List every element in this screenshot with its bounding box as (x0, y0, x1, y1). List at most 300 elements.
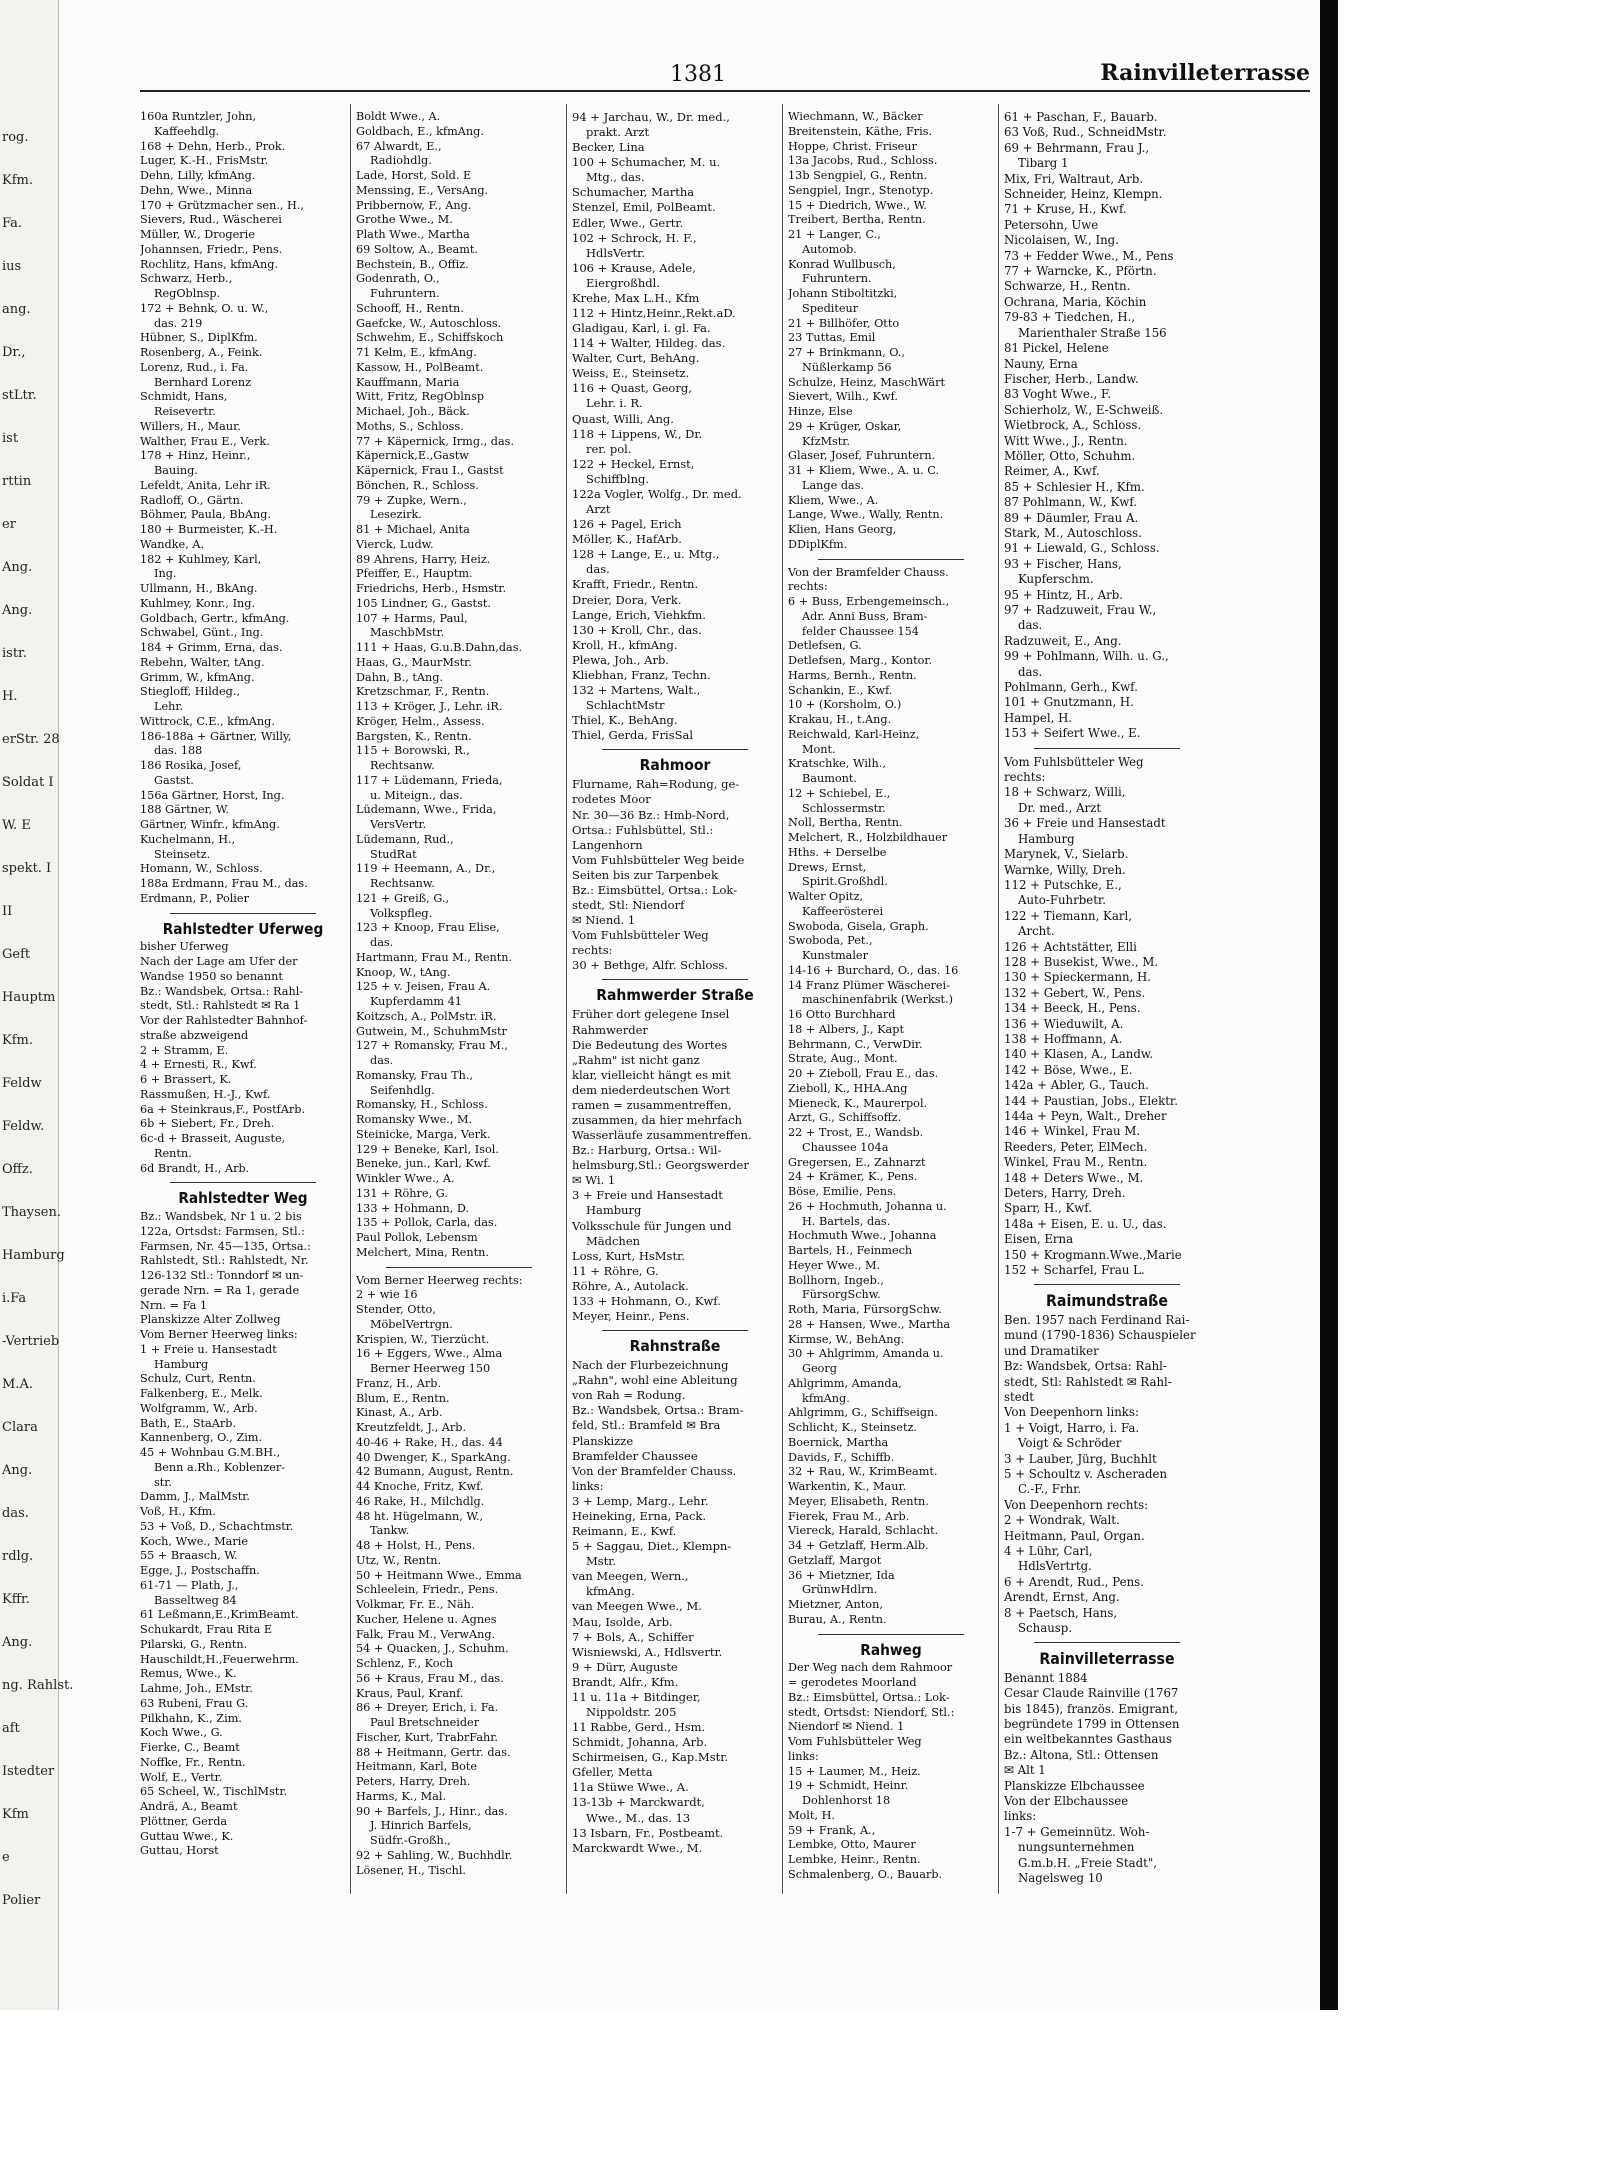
directory-entry: 3 + Lemp, Marg., Lehr. (572, 1493, 709, 1508)
directory-entry: Bartels, H., Feinmech (788, 1244, 913, 1257)
directory-entry: das. 188 (154, 744, 203, 758)
directory-entry: 89 Ahrens, Harry, Heiz. (356, 552, 491, 566)
directory-entry: rechts: (572, 943, 613, 958)
directory-entry: Warkentin, K., Maur. (788, 1480, 907, 1493)
directory-entry: ✉ Wi. 1 (572, 1173, 616, 1188)
directory-entry: 131 + Röhre, G. (356, 1186, 448, 1200)
column-2 (356, 110, 562, 1878)
directory-entry: 10 + (Korsholm, O.) (788, 698, 902, 712)
directory-entry: Meyer, Heinr., Pens. (572, 1309, 690, 1324)
directory-entry: Klien, Hans Georg, (788, 523, 897, 536)
section-divider (602, 749, 748, 750)
directory-entry: Radloff, O., Gärtn. (140, 493, 244, 507)
directory-entry: Hartmann, Frau M., Rentn. (356, 950, 513, 964)
directory-entry: 146 + Winkel, Frau M. (1004, 1124, 1141, 1139)
directory-entry: 73 + Fedder Wwe., M., Pens (1004, 248, 1174, 263)
directory-entry: 6d Brandt, H., Arb. (140, 1161, 250, 1175)
directory-entry: 168 + Dehn, Herb., Prok. (140, 139, 286, 153)
directory-entry: Arzt, G., Schiffsoffz. (788, 1111, 902, 1125)
directory-entry: Noffke, Fr., Rentn. (140, 1755, 246, 1769)
directory-entry: Schlossermstr. (802, 801, 886, 815)
directory-entry: Schirmeisen, G., Kap.Mstr. (572, 1750, 729, 1765)
directory-entry: Romansky, H., Schloss. (356, 1098, 488, 1112)
directory-entry: 172 + Behnk, O. u. W., (140, 301, 269, 315)
directory-entry: Automob. (802, 242, 857, 256)
directory-entry: Bz.: Wandsbek, Ortsa.: Rahl- (140, 984, 304, 998)
column-3 (572, 110, 778, 1856)
directory-entry: Berner Heerweg 150 (370, 1362, 491, 1375)
directory-entry: Swoboda, Gisela, Graph. (788, 919, 929, 933)
directory-entry: Wisniewski, A., Hdlsvertr. (572, 1644, 723, 1659)
directory-entry: Meyer, Elisabeth, Rentn. (788, 1494, 929, 1508)
directory-entry: straße abzweigend (140, 1028, 249, 1042)
directory-entry: Fischer, Kurt, TrabrFahr. (356, 1730, 499, 1744)
directory-entry: Krafft, Friedr., Rentn. (572, 577, 699, 592)
directory-entry: Boldt Wwe., A. (356, 110, 441, 123)
directory-entry: 180 + Burmeister, K.-H. (140, 523, 278, 536)
directory-entry: Seifenhdlg. (370, 1083, 435, 1097)
directory-entry: Lembke, Heinr., Rentn. (788, 1853, 921, 1866)
directory-entry: str. (154, 1475, 173, 1489)
directory-entry: Gladigau, Karl, i. gl. Fa. (572, 321, 711, 336)
gutter-text: II (2, 904, 13, 919)
gutter-text: rttin (2, 474, 32, 489)
directory-entry: Rosenberg, A., Feink. (140, 346, 263, 359)
directory-entry: Bz.: Wandsbek, Nr 1 u. 2 bis (140, 1210, 302, 1223)
section-divider (170, 1182, 316, 1183)
directory-entry: Detlefsen, Marg., Kontor. (788, 654, 933, 667)
directory-entry: Stiegloff, Hildeg., (140, 685, 241, 699)
directory-entry: Vom Fuhlsbütteler Weg (788, 1735, 922, 1748)
directory-entry: stedt, Stl: Niendorf (572, 897, 685, 912)
directory-entry: Lange das. (802, 478, 865, 492)
column-rule (998, 104, 999, 1894)
directory-entry: Heyer Wwe., M. (788, 1258, 881, 1272)
directory-entry: Der Weg nach dem Rahmoor (788, 1661, 953, 1675)
gutter-text: erStr. 28 (2, 732, 60, 747)
directory-entry: bis 1845), französ. Emigrant, (1004, 1701, 1178, 1716)
directory-entry: Kaffeehdlg. (154, 124, 220, 138)
directory-entry: zusammen, da hier mehrfach (572, 1113, 743, 1127)
directory-entry: 125 + v. Jeisen, Frau A. (356, 980, 491, 994)
directory-entry: 95 + Hintz, H., Arb. (1004, 587, 1124, 602)
directory-entry: Rechtsanw. (370, 877, 435, 890)
directory-entry: 142 + Böse, Wwe., E. (1004, 1062, 1133, 1077)
directory-entry: 77 + Käpernick, Irmg., das. (356, 434, 515, 448)
directory-entry: Kliebhan, Franz, Techn. (572, 667, 711, 682)
directory-entry: Pribbernow, F., Ang. (356, 198, 472, 212)
directory-entry: 122a Vogler, Wolfg., Dr. med. (572, 486, 742, 501)
directory-entry: 182 + Kuhlmey, Karl, (140, 552, 262, 566)
directory-entry: Lüdemann, Rud., (356, 832, 454, 846)
directory-entry: Warnke, Willy, Dreh. (1004, 862, 1126, 877)
directory-entry: Krakau, H., t.Ang. (788, 713, 892, 726)
directory-entry: Quast, Willi, Ang. (572, 411, 674, 426)
directory-entry: Beneke, jun., Karl, Kwf. (356, 1157, 491, 1171)
gutter-text: Feldw (2, 1076, 42, 1091)
directory-entry: Nippoldstr. 205 (586, 1704, 677, 1719)
directory-entry: 112 + Putschke, E., (1004, 877, 1122, 892)
directory-entry: Paul Bretschneider (370, 1716, 480, 1729)
directory-entry: 79-83 + Tiedchen, H., (1004, 310, 1136, 325)
gutter-text: W. E (2, 818, 31, 833)
directory-entry: kfmAng. (586, 1584, 635, 1599)
directory-entry: Getzlaff, Margot (788, 1553, 882, 1567)
directory-entry: Planskizze Elbchaussee (1004, 1778, 1145, 1793)
directory-entry: Schiffblng. (586, 471, 650, 486)
gutter-text: Hauptm (2, 990, 56, 1005)
directory-entry: 90 + Barfels, J., Hinr., das. (356, 1804, 508, 1818)
directory-entry: 13 Isbarn, Fr., Postbeamt. (572, 1825, 724, 1840)
directory-entry: 11a Stüwe Wwe., A. (572, 1780, 689, 1795)
directory-entry: H. Bartels, das. (802, 1214, 891, 1228)
directory-entry: GrünwHdlrn. (802, 1583, 878, 1597)
directory-entry: u. Miteign., das. (370, 788, 463, 802)
directory-entry: 40-46 + Rake, H., das. 44 (356, 1435, 503, 1449)
page-header (140, 58, 1310, 92)
directory-entry: 69 + Behrmann, Frau J., (1004, 140, 1150, 155)
directory-entry: Bz.: Eimsbüttel, Ortsa.: Lok- (788, 1690, 950, 1704)
directory-entry: Schwarze, H., Rentn. (1004, 279, 1131, 294)
directory-entry: Reeders, Peter, ElMech. (1004, 1139, 1148, 1154)
street-heading: Rahweg (860, 1640, 922, 1659)
directory-entry: 61 Leßmann,E.,KrimBeamt. (140, 1608, 299, 1622)
directory-entry: Lüdemann, Wwe., Frida, (356, 803, 497, 817)
directory-entry: 86 + Dreyer, Erich, i. Fa. (356, 1701, 499, 1715)
directory-entry: Nagelsweg 10 (1018, 1871, 1103, 1886)
directory-entry: 59 + Frank, A., (788, 1823, 876, 1837)
directory-entry: Walter Opitz, (788, 890, 864, 903)
directory-entry: 1-7 + Gemeinnütz. Woh- (1004, 1824, 1150, 1839)
gutter-text: Kffr. (2, 1592, 30, 1607)
directory-entry: Utz, W., Rentn. (356, 1553, 442, 1567)
gutter-text: Ang. (2, 1635, 33, 1650)
directory-entry: Auto-Fuhrbetr. (1018, 893, 1106, 908)
gutter-text: Istedter (2, 1764, 55, 1779)
directory-entry: Arendt, Ernst, Ang. (1004, 1590, 1120, 1605)
directory-entry: Thiel, Gerda, FrisSal (572, 728, 694, 743)
directory-entry: Südfr.-Großh., (370, 1834, 451, 1847)
directory-entry: „Rahm" ist nicht ganz (572, 1052, 700, 1067)
directory-entry: Sievers, Rud., Wäscherei (140, 213, 282, 227)
gutter-text: Offz. (2, 1162, 33, 1177)
directory-entry: 6a + Steinkraus,F., PostfArb. (140, 1102, 306, 1116)
directory-entry: „Rahn", wohl eine Ableitung (572, 1373, 738, 1388)
directory-entry: 44 Knoche, Fritz, Kwf. (356, 1480, 484, 1493)
directory-entry: 54 + Quacken, J., Schuhm. (356, 1642, 509, 1656)
directory-entry: Schwehm, E., Schiffskoch (356, 331, 504, 345)
directory-entry: Von der Bramfelder Chauss. (572, 1463, 737, 1478)
directory-entry: Volkspfleg. (370, 906, 433, 920)
directory-entry: Gregersen, E., Zahnarzt (788, 1155, 926, 1169)
directory-entry: 15 + Diedrich, Wwe., W. (788, 198, 927, 212)
gutter-text: Geft (2, 947, 31, 962)
directory-entry: 186-188a + Gärtner, Willy, (140, 729, 292, 743)
directory-entry: 148a + Eisen, E. u. U., das. (1004, 1216, 1167, 1231)
directory-entry: Lange, Erich, Viehkfm. (572, 607, 706, 622)
directory-entry: Dohlenhorst 18 (802, 1794, 891, 1807)
directory-entry: Rassmußen, H.-J., Kwf. (140, 1087, 271, 1101)
directory-entry: 170 + Grützmacher sen., H., (140, 198, 305, 212)
directory-entry: Homann, W., Schloss. (140, 862, 263, 876)
directory-entry: Krispien, W., Tierzücht. (356, 1332, 490, 1346)
directory-entry: 119 + Heemann, A., Dr., (356, 862, 496, 876)
directory-entry: Behrmann, C., VerwDir. (788, 1037, 923, 1051)
directory-entry: Vom Berner Heerweg rechts: (356, 1273, 523, 1287)
directory-entry: KfzMstr. (802, 434, 851, 448)
directory-entry: Kassow, H., PolBeamt. (356, 360, 484, 374)
directory-entry: Lange, Wwe., Wally, Rentn. (788, 508, 944, 522)
directory-entry: Chaussee 104a (802, 1140, 889, 1154)
directory-entry: 126-132 Stl.: Tonndorf ✉ un- (140, 1269, 304, 1282)
directory-entry: Koch Wwe., G. (140, 1726, 223, 1740)
gutter-text: e (2, 1850, 10, 1865)
section-divider (818, 559, 964, 560)
directory-entry: C.-F., Frhr. (1018, 1482, 1082, 1497)
directory-entry: Nach der Flurbezeichnung (572, 1358, 729, 1373)
directory-entry: 79 + Zupke, Wern., (356, 493, 467, 507)
directory-entry: Rochlitz, Hans, kfmAng. (140, 257, 279, 271)
directory-entry: rechts: (1004, 770, 1046, 785)
column-rule (782, 104, 783, 1894)
directory-entry: 12 + Schiebel, E., (788, 786, 891, 800)
directory-entry: Cesar Claude Rainville (1767 (1004, 1686, 1179, 1701)
directory-entry: Georg (802, 1362, 837, 1375)
directory-entry: 100 + Schumacher, M. u. (572, 155, 721, 170)
directory-entry: 121 + Greiß, G., (356, 891, 450, 905)
directory-entry: Rechtsanw. (370, 759, 435, 772)
directory-entry: 48 + Holst, H., Pens. (356, 1539, 476, 1552)
directory-entry: Bönchen, R., Schloss. (356, 478, 479, 492)
directory-entry: Sievert, Wilh., Kwf. (788, 390, 898, 404)
directory-entry: Bechstein, B., Offiz. (356, 257, 469, 271)
directory-entry: Mädchen (586, 1233, 641, 1248)
directory-entry: Michael, Joh., Bäck. (356, 405, 470, 418)
directory-entry: Burau, A., Rentn. (788, 1612, 887, 1626)
directory-entry: Stark, M., Autoschloss. (1004, 525, 1142, 540)
section-divider (1034, 1642, 1180, 1643)
directory-entry: Marienthaler Straße 156 (1018, 325, 1167, 340)
directory-entry: 140 + Klasen, A., Landw. (1004, 1047, 1154, 1062)
directory-entry: 188a Erdmann, Frau M., das. (140, 877, 308, 890)
directory-entry: Lade, Horst, Sold. E (356, 169, 472, 182)
directory-entry: Plath Wwe., Martha (356, 228, 470, 241)
directory-entry: 99 + Pohlmann, Wilh. u. G., (1004, 649, 1169, 664)
directory-entry: 184 + Grimm, Erna, das. (140, 641, 283, 654)
directory-entry: 16 + Eggers, Wwe., Alma (356, 1347, 503, 1361)
directory-entry: 2 + Stramm, E. (140, 1043, 229, 1057)
directory-entry: Boernick, Martha (788, 1435, 889, 1449)
gutter-text: das. (2, 1506, 29, 1521)
directory-entry: 71 + Kruse, H., Kwf. (1004, 202, 1127, 217)
directory-entry: Benannt 1884 (1004, 1670, 1088, 1685)
directory-entry: 148 + Deters Wwe., M. (1004, 1170, 1144, 1185)
directory-entry: Paul Pollok, Lebensm (356, 1231, 478, 1244)
directory-entry: kfmAng. (802, 1391, 850, 1405)
directory-entry: 126 + Achtstätter, Elli (1004, 939, 1137, 954)
street-heading: Rahlstedter Uferweg (162, 919, 324, 938)
directory-entry: Flurname, Rah=Rodung, ge- (572, 777, 740, 792)
directory-entry: 13-13b + Marckwardt, (572, 1795, 705, 1810)
gutter-text: er (2, 517, 16, 532)
directory-entry: 111 + Haas, G.u.B.Dahn,das. (356, 641, 523, 654)
directory-entry: Wandse 1950 so benannt (140, 969, 283, 983)
directory-entry: 7 + Bols, A., Schiffer (572, 1629, 694, 1644)
directory-entry: Rebehn, Walter, tAng. (140, 655, 265, 669)
directory-entry: 69 Soltow, A., Beamt. (356, 242, 478, 256)
directory-entry: 6c-d + Brasseit, Auguste, (140, 1132, 286, 1145)
directory-entry: Kupferschm. (1018, 572, 1094, 587)
directory-entry: Schmidt, Hans, (140, 390, 228, 404)
directory-entry: 4 + Lühr, Carl, (1004, 1543, 1093, 1558)
directory-entry: Grimm, W., kfmAng. (140, 670, 255, 684)
directory-entry: ✉ Alt 1 (1004, 1763, 1046, 1778)
directory-entry: 153 + Seifert Wwe., E. (1004, 726, 1141, 741)
gutter-text: Ang. (2, 1463, 33, 1478)
directory-entry: klar, vielleicht hängt es mit (572, 1067, 731, 1082)
directory-entry: Böse, Emilie, Pens. (788, 1185, 897, 1198)
directory-entry: und Dramatiker (1004, 1343, 1099, 1358)
directory-entry: Kirmse, W., BehAng. (788, 1332, 905, 1346)
directory-entry: Kuchelmann, H., (140, 832, 236, 846)
directory-entry: maschinenfabrik (Werkst.) (802, 993, 954, 1007)
directory-entry: Reichwald, Karl-Heinz, (788, 727, 920, 741)
directory-entry: Mieneck, K., Maurerpol. (788, 1096, 928, 1110)
directory-entry: Guttau Wwe., K. (140, 1829, 234, 1843)
directory-entry: Mix, Fri, Waltraut, Arb. (1004, 171, 1144, 186)
directory-entry: Nicolaisen, W., Ing. (1004, 233, 1119, 248)
gutter-text: Kfm. (2, 1033, 33, 1048)
directory-entry: 128 + Lange, E., u. Mtg., (572, 547, 720, 562)
section-divider (602, 979, 748, 980)
directory-entry: 122 + Tiemann, Karl, (1004, 908, 1132, 923)
directory-entry: feld, Stl.: Bramfeld ✉ Bra (572, 1418, 721, 1433)
directory-entry: HdlsVertrtg. (1018, 1559, 1092, 1574)
directory-entry: Koch, Wwe., Marie (140, 1534, 249, 1548)
gutter-text: -Vertrieb (2, 1334, 60, 1349)
directory-entry: Melchert, Mina, Rentn. (356, 1245, 489, 1259)
gutter-text: ang. (2, 302, 31, 317)
directory-entry: Hampel, H. (1004, 710, 1073, 725)
directory-entry: Noll, Bertha, Rentn. (788, 816, 903, 830)
directory-entry: 128 + Busekist, Wwe., M. (1004, 954, 1159, 969)
directory-entry: 18 + Albers, J., Kapt (788, 1022, 904, 1036)
directory-entry: Johann Stiboltitzki, (788, 287, 898, 300)
gutter-text: rdlg. (2, 1549, 34, 1564)
directory-entry: Bz: Wandsbek, Ortsa: Rahl- (1004, 1359, 1167, 1374)
directory-entry: 87 Pohlmann, W., Kwf. (1004, 495, 1137, 510)
column-5 (1004, 110, 1210, 1887)
gutter-text: Ang. (2, 560, 33, 575)
directory-entry: 85 + Schlesier H., Kfm. (1004, 479, 1145, 494)
directory-entry: Schooff, H., Rentn. (356, 301, 464, 315)
directory-entry: van Meegen, Wern., (572, 1569, 689, 1584)
directory-entry: Drews, Ernst, (788, 860, 867, 874)
directory-entry: Dahn, B., tAng. (356, 670, 444, 684)
directory-entry: 21 + Langer, C., (788, 228, 881, 241)
directory-entry: Winkler Wwe., A. (356, 1172, 455, 1185)
directory-entry: 28 + Hansen, Wwe., Martha (788, 1317, 951, 1331)
directory-entry: 92 + Sahling, W., Buchhdlr. (356, 1848, 513, 1862)
directory-entry: Rahmwerder (572, 1022, 648, 1037)
directory-entry: Nüßlerkamp 56 (802, 360, 892, 374)
directory-entry: Walter, Curt, BehAng. (572, 351, 700, 366)
gutter-text: i.Fa (2, 1291, 27, 1306)
directory-entry: Mau, Isolde, Arb. (572, 1614, 673, 1629)
directory-entry: 2 + Wondrak, Walt. (1004, 1513, 1120, 1528)
directory-entry: Bath, E., StaArb. (140, 1416, 237, 1430)
directory-entry: Willers, H., Maur. (140, 419, 241, 433)
directory-entry: Harms, Bernh., Rentn. (788, 668, 917, 682)
directory-entry: felder Chaussee 154 (802, 624, 919, 638)
directory-entry: Nrn. = Fa 1 (140, 1298, 208, 1312)
directory-entry: Harms, K., Mal. (356, 1789, 447, 1803)
section-divider (386, 1267, 532, 1268)
directory-entry: 42 Bumann, August, Rentn. (356, 1465, 514, 1479)
directory-entry: 32 + Rau, W., KrimBeamt. (788, 1465, 938, 1479)
directory-entry: 3 + Lauber, Jürg, Buchhlt (1004, 1451, 1157, 1466)
directory-entry: Wolf, E., Vertr. (140, 1770, 223, 1784)
directory-entry: dem niederdeutschen Wort (572, 1082, 731, 1097)
directory-entry: 11 + Röhre, G. (572, 1263, 659, 1278)
directory-entry: das. (1018, 664, 1043, 679)
directory-entry: Bollhorn, Ingeb., (788, 1273, 884, 1287)
directory-entry: 91 + Liewald, G., Schloss. (1004, 541, 1160, 556)
directory-entry: Radzuweit, E., Ang. (1004, 633, 1122, 648)
directory-entry: 26 + Hochmuth, Johanna u. (788, 1199, 947, 1213)
directory-entry: 61 + Paschan, F., Bauarb. (1004, 110, 1158, 124)
directory-entry: Schankin, E., Kwf. (788, 683, 893, 697)
directory-entry: mund (1790-1836) Schauspieler (1004, 1328, 1196, 1343)
directory-entry: Kraus, Paul, Kranf. (356, 1686, 464, 1700)
directory-entry: 186 Rosika, Josef, (140, 759, 242, 772)
directory-entry: 112 + Hintz,Heinr.,Rekt.aD. (572, 306, 736, 321)
directory-entry: J. Hinrich Barfels, (370, 1819, 472, 1833)
directory-entry: 127 + Romansky, Frau M., (356, 1039, 508, 1053)
directory-entry: Loss, Kurt, HsMstr. (572, 1248, 685, 1263)
directory-entry: Lembke, Otto, Maurer (788, 1838, 916, 1852)
directory-entry: Voigt & Schröder (1018, 1436, 1122, 1451)
directory-entry: 6b + Siebert, Fr., Dreh. (140, 1117, 275, 1131)
directory-entry: Gutwein, M., SchuhmMstr (356, 1024, 507, 1038)
directory-entry: Brandt, Alfr., Kfm. (572, 1674, 679, 1689)
directory-entry: FürsorgSchw. (802, 1288, 881, 1302)
directory-entry: von Rah = Rodung. (572, 1388, 686, 1403)
directory-entry: 150 + Krogmann.Wwe.,Marie (1004, 1247, 1182, 1262)
directory-entry: Vom Fuhlsbütteler Weg beide (572, 852, 745, 867)
directory-entry: 16 Otto Burchhard (788, 1008, 896, 1021)
directory-entry: Fuhruntern. (370, 287, 440, 300)
directory-entry: links: (572, 1478, 604, 1493)
directory-entry: 156a Gärtner, Horst, Ing. (140, 788, 285, 802)
section-divider (602, 1330, 748, 1331)
directory-entry: das. (370, 1054, 394, 1067)
directory-entry: Lorenz, Rud., i. Fa. (140, 360, 249, 374)
directory-entry: 132 + Gebert, W., Pens. (1004, 985, 1146, 1000)
directory-entry: Wwe., M., das. 13 (586, 1810, 691, 1825)
directory-entry: 24 + Krämer, K., Pens. (788, 1170, 918, 1184)
directory-entry: VersVertr. (370, 818, 427, 831)
directory-entry: MaschbMstr. (370, 626, 445, 640)
directory-entry: 114 + Walter, Hildeg. das. (572, 336, 726, 351)
directory-entry: Eisen, Erna (1004, 1232, 1074, 1247)
directory-entry: 2 + wie 16 (356, 1288, 418, 1302)
directory-entry: Moths, S., Schloss. (356, 419, 464, 433)
directory-entry: Mietzner, Anton, (788, 1598, 883, 1611)
directory-entry: 118 + Lippens, W., Dr. (572, 426, 703, 441)
directory-entry: 130 + Kroll, Chr., das. (572, 622, 702, 637)
directory-entry: Lefeldt, Anita, Lehr iR. (140, 478, 271, 492)
